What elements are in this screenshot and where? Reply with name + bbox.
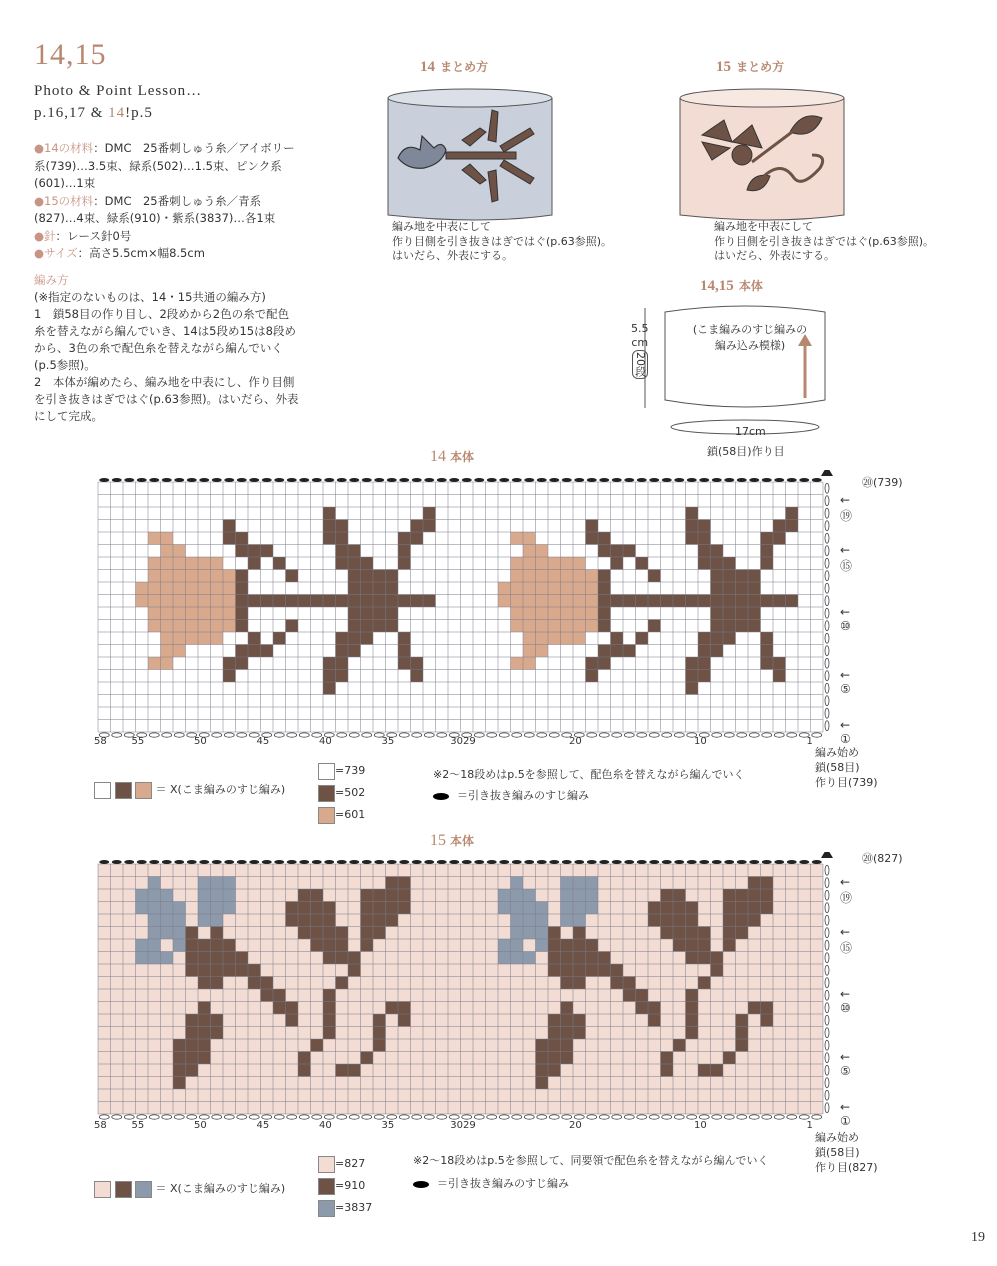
finish14-note2: 作り目側を引き抜きはぎではぐ(p.63参照)。 — [392, 234, 613, 248]
materials-size: ●サイズ：高さ5.5cm×幅8.5cm — [34, 246, 205, 260]
x-tick-label: 58 — [94, 736, 107, 747]
instructions-step1: 1 鎖58目の作り目し、2段めから2色の糸で配色糸を替えながら編んでいき、14は5段め15は8段めから、3色の糸で配色糸を替えながら編んでいく(p.5参照)。 — [34, 307, 296, 372]
materials-list — [34, 140, 299, 263]
finish15-note1: 編み地を中表にして — [714, 220, 813, 233]
finish14-notes — [392, 220, 612, 264]
chart15-legend — [94, 1180, 285, 1198]
x-tick-label: 35 — [381, 1120, 395, 1131]
body-width: 17cm — [735, 425, 766, 438]
materials-14: ●14の材料：DMC 25番刺しゅう糸／アイボリー系(739)…3.5束、緑系(502)…1.5束、ピンク系(601)…1束 — [34, 141, 295, 190]
x-tick-label: 50 — [194, 1120, 207, 1131]
chart15-grid — [90, 852, 860, 1122]
chart14-row20: ⑳(739) — [862, 476, 903, 489]
body-diagram — [625, 300, 855, 440]
chart14-legend-codes: =739 =502 =601 — [318, 760, 365, 826]
row-label: ← ⑤ — [840, 1049, 851, 1078]
page-number: 19 — [971, 1230, 985, 1245]
body-height-label: 5.5 cm 20段 — [631, 322, 649, 377]
x-tick-label: 3029 — [450, 736, 476, 747]
x-tick-label: 40 — [319, 736, 332, 747]
chart14-title: 14 本体 — [430, 448, 475, 465]
chart15-slip: ＝引き抜き編みのすじ編み — [413, 1175, 569, 1191]
body-chain: 鎖(58目)作り目 — [707, 445, 785, 458]
body-pattern-label: (こま編みのすじ編みの 編み込み模様) — [692, 323, 808, 352]
chart14-grid — [90, 470, 860, 740]
row-label: ← ⑤ — [840, 667, 851, 696]
row-label: ← ⑩ — [840, 605, 851, 633]
chart14-start: 編み始め 鎖(58目) 作り目(739) — [815, 746, 878, 789]
x-tick-label: 20 — [569, 736, 582, 747]
instructions-step2: 2 本体が編めたら、編み地を中表にし、作り目側を引き抜きはぎではぐ(p.63参照)。はいだら、外表にして完成。 — [34, 375, 299, 423]
finish15-note3: はいだら、外表にする。 — [714, 249, 835, 262]
x-tick-label: 58 — [94, 1120, 107, 1131]
x-tick-label: 10 — [694, 1120, 707, 1131]
finish14-note3: はいだら、外表にする。 — [392, 249, 513, 262]
chart15-note: ※2〜18段めはp.5を参照して、同要領で配色糸を替えながら編んでいく — [413, 1154, 769, 1167]
x-tick-label: 50 — [194, 736, 207, 747]
materials-15: ●15の材料：DMC 25番刺しゅう糸／青系(827)…4束、緑系(910)・紫系(3837)…各1束 — [34, 193, 276, 225]
x-tick-label: 40 — [319, 1120, 332, 1131]
chart15-legend-eq: ＝ X(こま編みのすじ編み) — [155, 1182, 286, 1195]
chart15-row20: ⑳(827) — [862, 852, 903, 865]
chart15-title: 15 本体 — [430, 832, 475, 849]
finish15-note2: 作り目側を引き抜きはぎではぐ(p.63参照)。 — [714, 234, 935, 248]
subtitle — [34, 80, 202, 124]
x-tick-label: 10 — [694, 736, 707, 747]
x-tick-label: 45 — [256, 736, 270, 747]
finish15-notes — [714, 220, 934, 264]
row-label: ← ① — [840, 717, 851, 746]
chart14-legend-eq: ＝ X(こま編みのすじ編み) — [155, 783, 286, 796]
chart14-slip: ＝引き抜き編みのすじ編み — [433, 787, 589, 803]
slip-stitch-icon — [433, 793, 449, 800]
x-tick-label: 20 — [569, 1120, 582, 1131]
x-tick-label: 45 — [256, 1120, 270, 1131]
x-tick-label: 35 — [381, 736, 395, 747]
slip-stitch-icon — [413, 1181, 429, 1188]
chart15-start: 編み始め 鎖(58目) 作り目(827) — [815, 1131, 878, 1174]
finish14-note1: 編み地を中表にして — [392, 220, 491, 233]
materials-hook: ●針：レース針0号 — [34, 228, 132, 243]
subtitle-line1: Photo & Point Lesson… — [34, 83, 203, 99]
x-tick-label: 55 — [131, 1120, 145, 1131]
instructions — [34, 272, 299, 425]
subtitle-line2: p.16,17 & 14!p.5 — [34, 105, 153, 121]
chart14-legend — [94, 781, 285, 799]
finish15-title: 15 まとめ方 — [716, 59, 785, 75]
instructions-heading: 編み方 — [34, 273, 69, 287]
x-tick-label: 3029 — [450, 1120, 476, 1131]
finish14-title: 14 まとめ方 — [420, 59, 489, 75]
instructions-note: (※指定のないものは、14・15共通の編み方) — [34, 290, 266, 304]
row-label: ← ⑲ — [840, 874, 853, 905]
row-label: ← ⑲ — [840, 492, 853, 523]
row-label: ← ⑮ — [840, 542, 853, 573]
chart15-legend-codes: =827 =910 =3837 — [318, 1153, 372, 1219]
page-title: 14,15 — [34, 38, 107, 71]
x-tick-label: 1 — [806, 736, 813, 747]
x-tick-label: 55 — [131, 736, 145, 747]
body-diagram-title: 14,15 本体 — [700, 278, 763, 294]
row-label: ← ⑩ — [840, 987, 851, 1015]
chart14-note: ※2〜18段めはp.5を参照して、配色糸を替えながら編んでいく — [433, 768, 745, 781]
row-label: ← ① — [840, 1099, 851, 1128]
x-tick-label: 1 — [806, 1120, 813, 1131]
row-label: ← ⑮ — [840, 924, 853, 955]
